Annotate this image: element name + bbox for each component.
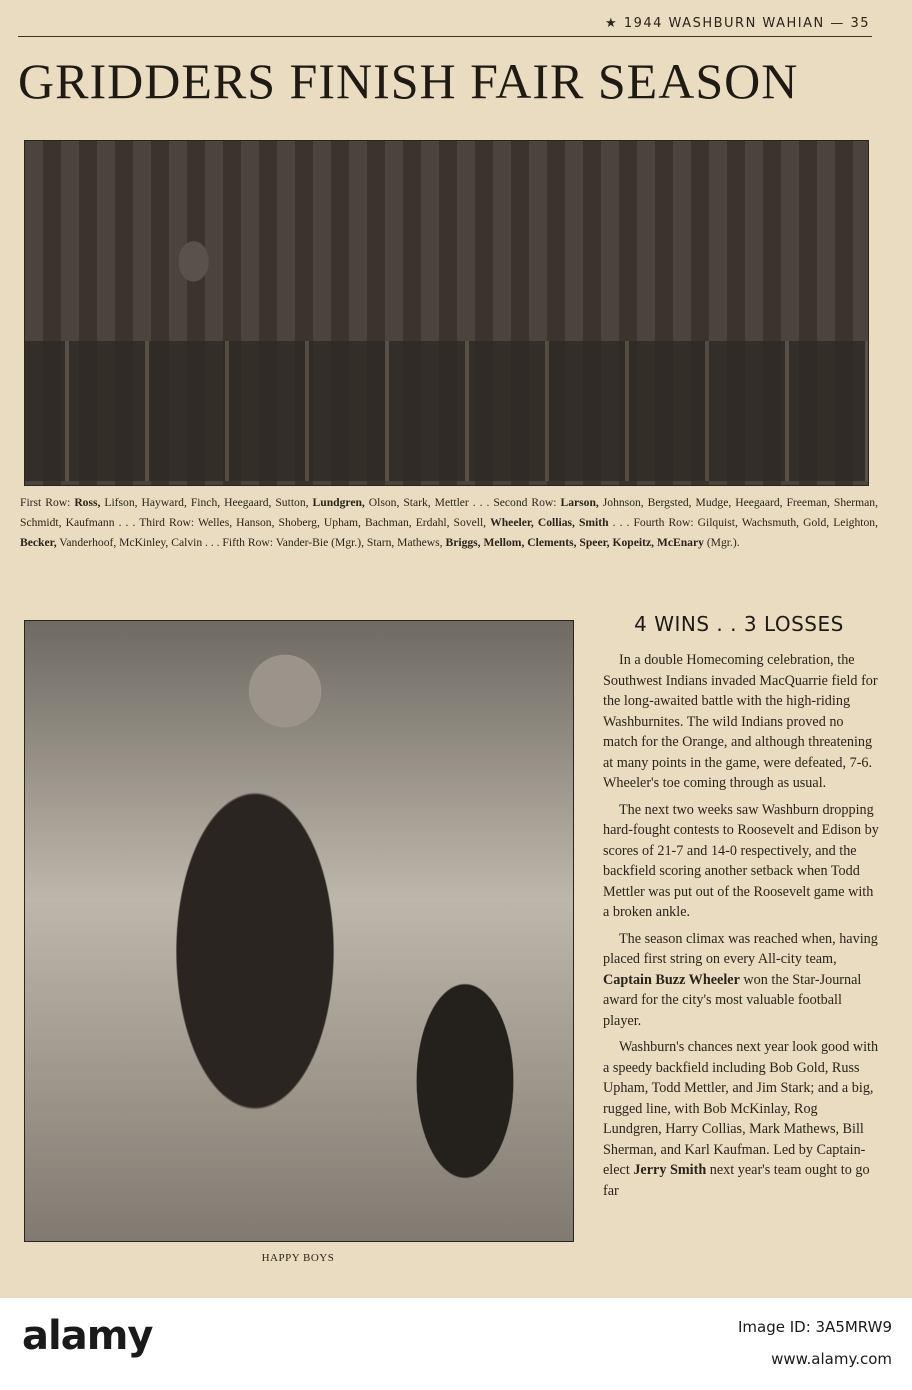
article-run: Jerry Smith — [633, 1162, 707, 1178]
roster-caption-run: Johnson, Bergsted, Mudge, Heegaard, Freeman, Sherman, Schmidt, Kaufmann . . . Third Row: Welles, Hanson, Shoberg, Upham, Bachman, Erdahl, Sovell, — [20, 496, 878, 529]
running-head: ★ 1944 WASHBURN WAHIAN — 35 — [605, 16, 870, 31]
watermark-image-id: Image ID: 3A5MRW9 — [737, 1318, 892, 1336]
article-run: Captain Buzz Wheeler — [603, 971, 740, 988]
team-rows-shading — [25, 341, 868, 481]
page-headline: GRIDDERS FINISH FAIR SEASON — [18, 53, 799, 109]
roster-caption-run: Ross, — [74, 496, 101, 509]
article-paragraph — [603, 1037, 879, 1201]
roster-caption-run: First Row: — [20, 496, 75, 509]
article-run: In a double Homecoming celebration, the Southwest Indians invaded MacQuarrie field for the long-awaited battle with the high-riding Washburnites. The wild Indians proved no match for the Orange, and although threatening at many points in the game, were defeated, 7-6. Wheeler's toe coming through as usual. — [603, 652, 878, 791]
article-run: The next two weeks saw Washburn dropping hard-fought contests to Roosevelt and Edison by scores of 21-7 and 14-0 respectively, and the backfield scoring another setback when Todd Mettler was put out of the Roosevelt game with a broken ankle. — [603, 801, 879, 920]
season-record-subhead: 4 WINS . . 3 LOSSES — [634, 612, 844, 636]
roster-caption-run: (Mgr.). — [703, 536, 740, 549]
team-photo — [24, 140, 869, 486]
article-run: The season climax was reached when, having placed first string on every All-city team, — [603, 930, 878, 967]
roster-caption-run: Briggs, Mellom, Clements, Speer, Kopeitz, McEnary — [445, 536, 704, 549]
roster-caption-run: Lifson, Hayward, Finch, Heegaard, Sutton, — [100, 496, 313, 509]
article-paragraph — [603, 800, 879, 923]
article-run: next year's team ought to go far — [603, 1162, 870, 1199]
article-body — [603, 650, 879, 1207]
article-run: Washburn's chances next year look good with a speedy backfield including Bob Gold, Russ Upham, Todd Mettler, and Jim Stark; and a big, rugged line, with Bob McKinlay, Rog Lundgren, Harry Collias, Mark Mathews, Bill Sherman, and Karl Kaufman. Led by Captain-elect — [603, 1039, 879, 1178]
roster-caption-run: Wheeler, Collias, Smith — [490, 516, 609, 529]
photo-caption: HAPPY BOYS — [261, 1252, 335, 1264]
roster-caption-run: Olson, Stark, Mettler . . . Second Row: — [364, 496, 561, 509]
team-roster-caption — [20, 493, 878, 553]
article-paragraph — [603, 929, 879, 1032]
watermark-url: www.alamy.com — [771, 1350, 892, 1368]
article-run: won the Star-Journal award for the city's most valuable football player. — [603, 971, 862, 1029]
roster-caption-run: Larson, — [560, 496, 599, 509]
roster-caption-run: Vanderhoof, McKinley, Calvin . . . Fifth Row: Vander-Bie (Mgr.), Starn, Mathews, — [56, 536, 446, 549]
roster-caption-run: Lundgren, — [312, 496, 365, 509]
roster-caption-run: Becker, — [20, 536, 57, 549]
header-rule — [18, 36, 872, 37]
watermark-logo: alamy — [22, 1313, 153, 1359]
roster-caption-run: . . . Fourth Row: Gilquist, Wachsmuth, Gold, Leighton, — [608, 516, 878, 529]
article-paragraph — [603, 650, 879, 794]
action-photo — [24, 620, 574, 1242]
